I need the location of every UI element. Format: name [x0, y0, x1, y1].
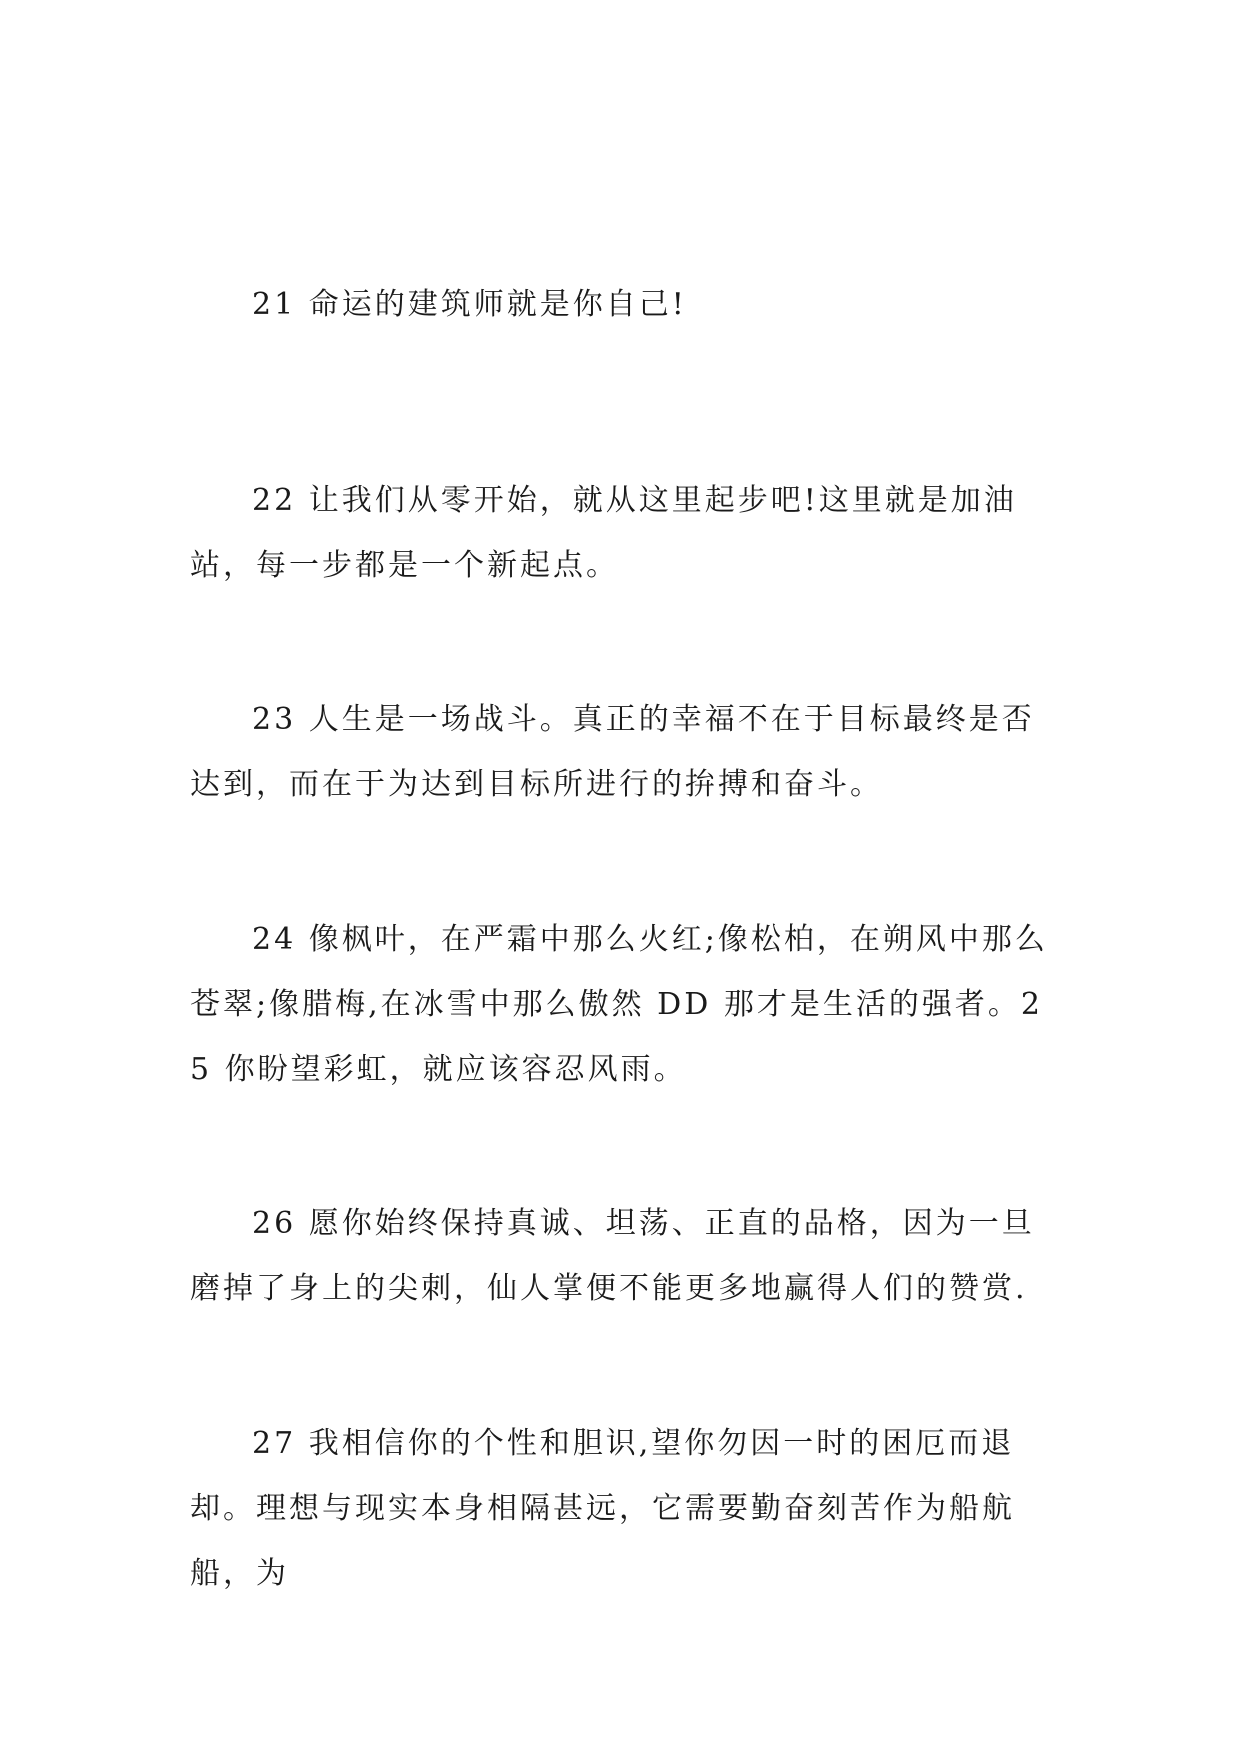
paragraph-26: 26 愿你始终保持真诚、坦荡、正直的品格，因为一旦磨掉了身上的尖刺，仙人掌便不能更多地赢得人们的赞赏.: [190, 1206, 1035, 1306]
paragraph-21: 21 命运的建筑师就是你自己!: [252, 287, 687, 322]
paragraph-24-25: 24 像枫叶，在严霜中那么火红;像松柏，在朔风中那么苍翠;像腊梅,在冰雪中那么傲然 DD 那才是生活的强者。25 你盼望彩虹，就应该容忍风雨。: [190, 922, 1048, 1087]
paragraph-22: 22 让我们从零开始，就从这里起步吧!这里就是加油站，每一步都是一个新起点。: [190, 483, 1017, 583]
paragraph-23: 23 人生是一场战斗。真正的幸福不在于目标最终是否达到，而在于为达到目标所进行的拚搏和奋斗。: [190, 702, 1035, 802]
paragraph-27: 27 我相信你的个性和胆识,望你勿因一时的困厄而退却。理想与现实本身相隔甚远，它需要勤奋刻苦作为船航船，为: [190, 1426, 1015, 1591]
